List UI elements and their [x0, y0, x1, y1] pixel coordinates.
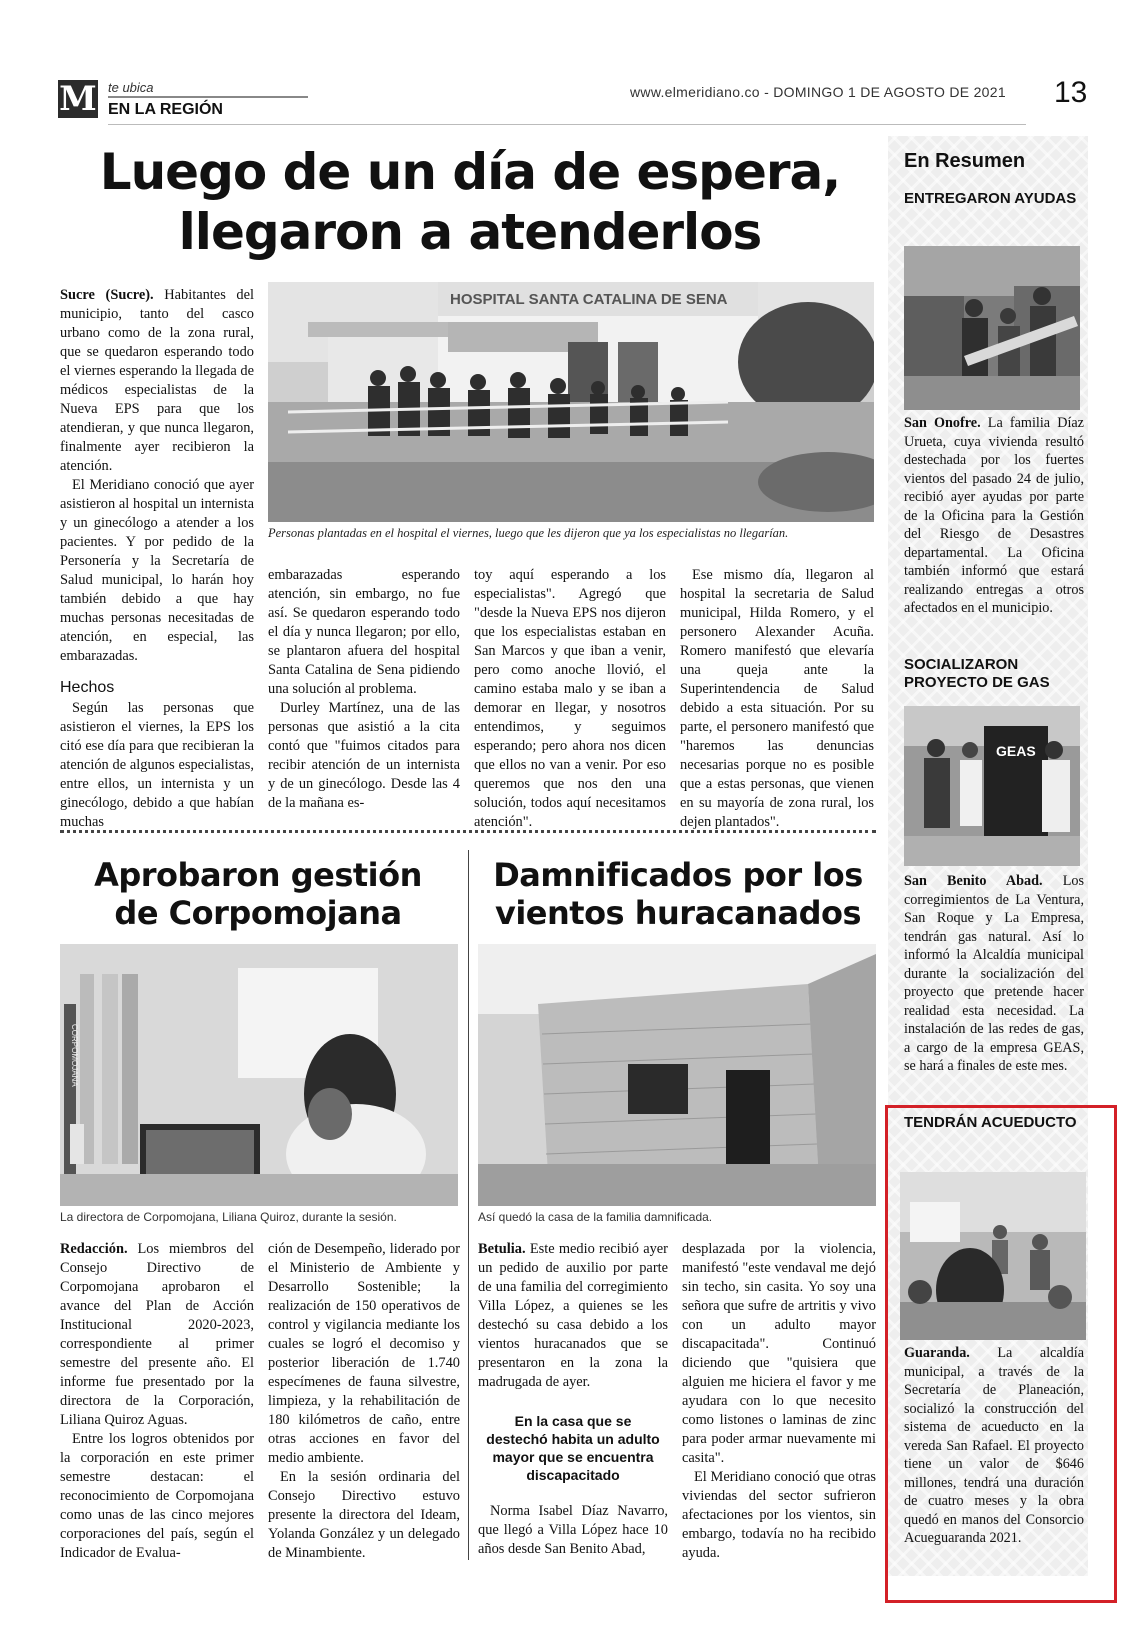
section-dotted-divider [60, 830, 876, 833]
corpomojana-headline-line1: Aprobaron gestión [94, 856, 422, 894]
corpomojana-banner-label: CORPOMOJANA [70, 1024, 79, 1087]
corpomojana-photo [60, 944, 458, 1206]
sidebar-item2-photo [904, 706, 1080, 866]
damnificados-dateline: Betulia. [478, 1241, 526, 1257]
main-headline-line2: llegaron a atenderlos [178, 203, 762, 261]
damnificados-headline [478, 856, 878, 932]
corpomojana-col1-p1: Los miembros del Consejo Directivo de Corpomojana aprobaron el avance del Plan de Acción Institucional 2020-2023, correspondiente al primer semestre del presente año. El informe fue presentado por la directora de la Corporación, Liliana Quiroz Aguas. [60, 1241, 254, 1428]
main-column-4 [680, 566, 874, 832]
main-col2-p1: embarazadas esperando atención, sin embargo, no fue así. Se quedaron esperando todo el día y nunca llegaron; por ello, se plantaron afuera del hospital Santa Catalina de Sena pidiendo una solución al problema. [268, 567, 460, 697]
highlight-box [885, 1105, 1117, 1603]
main-column-3 [474, 566, 666, 832]
kicker-rule [108, 96, 308, 98]
damnificados-column-1 [478, 1240, 668, 1559]
sidebar-item3-body: La alcaldía municipal, a través de la Secretaría de Planeación, socializó la construcción del sistema de acueducto en la vereda San Rafael. El proyecto tiene un valor de $646 millones, tendrá una duración de cuatro meses y la obra quedó en manos del Consorcio Acueguaranda 2021. [904, 1345, 1085, 1546]
main-column-2 [268, 566, 460, 813]
corpomojana-headline-line2: de Corpomojana [114, 894, 402, 932]
sidebar-item2-heading: SOCIALIZARON PROYECTO DE GAS [904, 656, 1050, 691]
sidebar-item3-heading: TENDRÁN ACUEDUCTO [904, 1114, 1077, 1131]
damnificados-headline-line1: Damnificados por los [493, 856, 863, 894]
damnificados-column-2 [682, 1240, 876, 1563]
corpomojana-column-1 [60, 1240, 254, 1563]
main-headline [60, 142, 880, 262]
corpomojana-col2-p2: En la sesión ordinaria del Consejo Directivo estuvo presente la directora del Ideam, Yolanda González y un delegado de Minambiente. [268, 1469, 460, 1561]
main-subhead-hechos: Hechos [60, 679, 115, 696]
damnificados-photo-caption: Así quedó la casa de la familia damnificada. [478, 1210, 713, 1224]
geas-banner-label: GEAS [996, 743, 1036, 759]
main-column-1 [60, 286, 254, 832]
main-col1-p3: Según las personas que asistieron el viernes, la EPS los citó ese día para que recibieran la atención de algunos especialistas, entre ellos, un internista y un ginecólogo, debido a que habían muchas [60, 700, 254, 830]
damnificados-col2-p2: El Meridiano conoció que otras viviendas del sector sufrieron afectaciones por los vientos, sin embargo, todavía no ha recibido ayuda. [682, 1469, 876, 1561]
damnificados-headline-line2: vientos huracanados [494, 894, 862, 932]
sidebar-item2-body: Los corregimientos de La Ventura, San Roque y La Empresa, tendrán gas natural. Así lo informó la Alcaldía municipal durante la socialización del proyecto que pretende hacer realidad esta necesidad. La instalación de las redes de gas, a cargo de la empresa GEAS, se hará a finales de este mes. [904, 873, 1085, 1074]
page-number: 13 [1054, 76, 1088, 109]
column-divider [468, 850, 469, 1560]
hospital-photo-caption: Personas plantadas en el hospital el viernes, luego que les dijeron que ya los especialistas no llegarían. [268, 526, 789, 540]
corpomojana-col2-p1: ción de Desempeño, liderado por el Ministerio de Ambiente y Desarrollo Sostenible; la realización de 150 operativos de control y vigilancia mediante los cuales se logró el decomiso y posterior liberación de 1.740 especímenes de fauna silvestre, limpieza, y la rehabilitación de 180 kilómetros de caño, entre otras acciones en favor del medio ambiente. [268, 1241, 460, 1466]
header-divider [108, 124, 1026, 125]
damnificados-col1-p1: Este medio recibió ayer un pedido de auxilio por parte de una familia del corregimiento Villa López, a quienes se les destechó su casa debido a los vientos huracanados que se presentaron en la zona la madrugada de ayer. [478, 1241, 668, 1390]
hospital-photo [268, 282, 874, 522]
hospital-sign: HOSPITAL SANTA CATALINA DE SENA [450, 291, 728, 308]
main-dateline: Sucre (Sucre). [60, 287, 154, 303]
sidebar-item1-body: La familia Díaz Urueta, cuya vivienda resultó destechada por los fuertes vientos del pasado 24 de julio, recibió ayer ayudas por parte de la Oficina para la Gestión del Riesgo de Desastres departamental. La Oficina también informó que estará realizando entregas a otros afectados en el municipio. [904, 415, 1084, 616]
main-col4-p1: Ese mismo día, llegaron al hospital la secretaria de Salud municipal, Hilda Romero, y el personero Alexander Acuña. Romero manifestó que elevaría una queja ante la Superintendencia de Salud debido a esta situación. Por su parte, el personero manifestó que "haremos las denuncias necesarias porque no es posible que a estas personas, que vienen en su mayoría de zona rural, los dejen plantados". [680, 567, 874, 830]
corpomojana-column-2 [268, 1240, 460, 1563]
corpomojana-col1-p2: Entre los logros obtenidos por la corporación en este primer semestre destacan: el reconocimiento de Corpomojana como unas de las cinco mejores corporaciones del país, según el Indicador de Evalua- [60, 1431, 254, 1561]
section-label: EN LA REGIÓN [108, 101, 223, 118]
corpomojana-dateline: Redacción. [60, 1241, 128, 1257]
main-col2-p2: Durley Martínez, una de las personas que asistió a la cita contó que "fuimos citados para recibir atención de un internista y de un ginecólogo. Desde las 4 de la mañana es- [268, 700, 460, 811]
main-col1-p1: Habitantes del municipio, tanto del casco urbano como de la zona rural, que se quedaron esperando todo el viernes esperando la llegada de médicos especialistas de la Nueva EPS para que los atendieran, y que nunca llegaron, finalmente ayer recibieron la atención. [60, 287, 254, 474]
sidebar-item1-text [904, 414, 1084, 618]
newspaper-logo: M [59, 79, 97, 119]
main-headline-line1: Luego de un día de espera, [99, 143, 841, 201]
sidebar-item1-heading: ENTREGARON AYUDAS [904, 190, 1077, 207]
sidebar-item2-text [904, 872, 1084, 1076]
corpomojana-headline [60, 856, 456, 932]
sidebar-title: En Resumen [904, 150, 1026, 172]
sidebar-item2-lead: San Benito Abad. [904, 873, 1043, 889]
section-kicker: te ubica [108, 80, 154, 95]
damnificados-photo [478, 944, 876, 1206]
main-col1-p2: El Meridiano conoció que ayer asistieron al hospital un internista y un ginecólogo a atender a los pacientes. Y por pedido de la Personería y la Secretaría de Salud municipal, lo harán hoy también debido a que hay muchas personas necesitadas de atención, en especial, las embarazadas. [60, 477, 254, 664]
corpomojana-photo-caption: La directora de Corpomojana, Liliana Quiroz, durante la sesión. [60, 1210, 397, 1224]
sidebar-item1-photo [904, 246, 1080, 410]
damnificados-col1-p2: Norma Isabel Díaz Navarro, que llegó a Villa López hace 10 años desde San Benito Abad, [478, 1503, 668, 1557]
sidebar-item1-lead: San Onofre. [904, 415, 981, 431]
pull-quote: En la casa que se destechó habita un adulto mayor que se encuentra discapacitado [486, 1413, 660, 1483]
sidebar-item3-lead: Guaranda. [904, 1345, 970, 1361]
site-and-date: www.elmeridiano.co - DOMINGO 1 DE AGOSTO DE 2021 [630, 84, 1006, 100]
main-col3-p1: toy aquí esperando a los especialistas". Agregó que "desde la Nueva EPS nos dijeron que los especialistas estaban en San Marcos y que iban a venir, pero como anoche llovió, el camino estaba malo y se iban a demorar en llegar, y nosotros entendimos, y seguimos esperando; pero ahora nos dicen que ellos no van a venir. Por eso queremos que nos den una solución, todos aquí necesitamos atención". [474, 567, 666, 830]
damnificados-col2-p1: desplazada por la violencia, manifestó "este vendaval me dejó sin techo, sin casita. Yo soy una señora que sufre de artritis y vivo con un adulto mayor discapacitada". Continuó diciendo que "quisiera que alguien me hiciera el favor y me ayudara con lo que necesito como listones o laminas de zinc para poder armar nuevamente mi casita". [682, 1241, 876, 1466]
